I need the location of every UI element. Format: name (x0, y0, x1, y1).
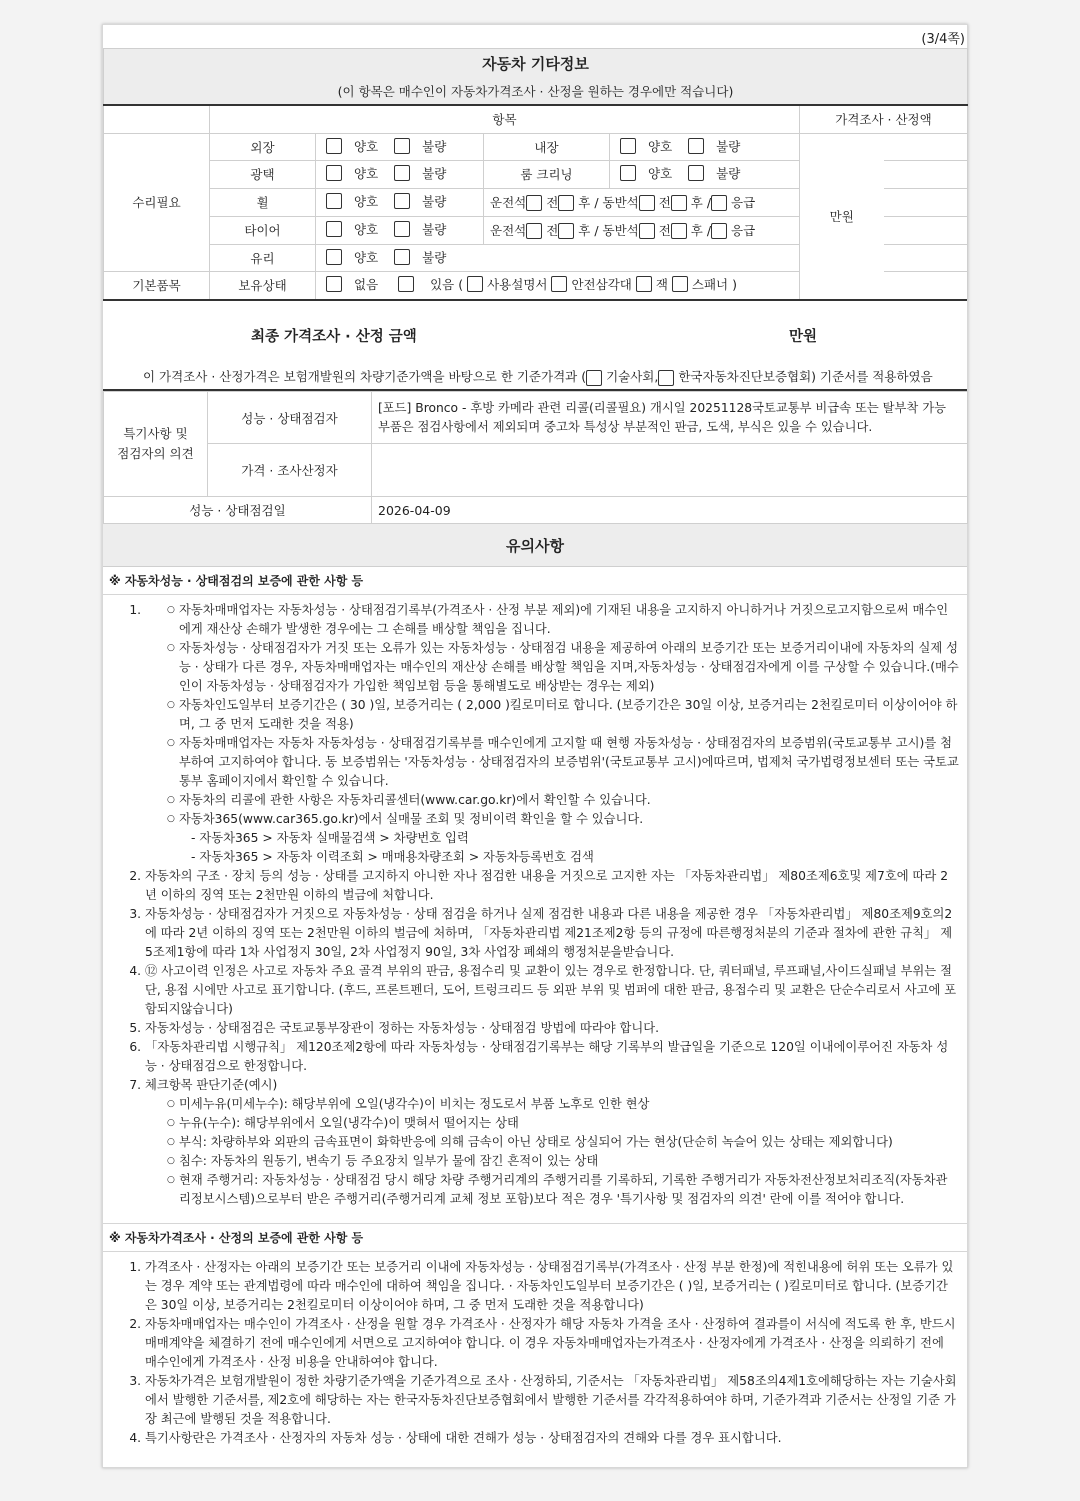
tire-driver-rear-checkbox[interactable] (558, 223, 574, 239)
standard-tech-society-checkbox[interactable] (586, 370, 602, 386)
triangle-checkbox[interactable] (551, 276, 567, 292)
inspection-note-2: 2. 자동차의 구조 · 장치 등의 성능 · 상태를 고지하지 아니한 자나 점검한 내용을 거짓으로 고지한 자는 「자동차관리법」 제80조제6호및 제7호에 따라 2년 이하의 징역 또는 2천만원 이하의 벌금에 처합니다. (145, 867, 959, 905)
tire-driver-front-checkbox[interactable] (526, 223, 542, 239)
repair-needed-label: 수리필요 (104, 133, 210, 271)
wheel-driver-front-checkbox[interactable] (526, 195, 542, 211)
price-notes-list (103, 1252, 967, 1448)
inspection-note-7: 7. 체크항목 판단기준(예시) ○ 미세누유(미세누수): 해당부위에 오일(냉각수)이 비치는 정도로서 부품 노후로 인한 현상 ○ 누유(누수): 해당부위에서 오일(냉각수)이 맺혀서 떨어지는 상태 ○ 부식: 차량하부와 외판의 금속표면이 화학반응에 의해 금속이 아닌 상태로 상실되어 가는 현상(단순히 녹슬어 있는 상태는 제외합니다) ○ 침수: 자동차의 원동기, 변속기 등 주요장치 일부가 물에 잠긴 흔적이 있는 상태 ○ 현재 주행거리: 자동차성능 · 상태점검 당시 해당 차량 주행거리계의 주행거리를 기록하되, 기록한 주행거리가 자동차전산정보처리조직(자동차관리정보시스템)으로부터 받은 주행거리(주행거리계 교체 정보 포함)보다 적은 경우 '특기사항 및 점검자의 의견' 란에 이를 적어야 합니다. (145, 1076, 959, 1209)
document-sheet (102, 24, 968, 1468)
row-wheel-label: 휠 (210, 188, 316, 216)
inspector-opinion-text: [포드] Bronco - 후방 카메라 관련 리콜(리콜필요) 개시일 20251128국토교통부 비급속 또는 탈부착 가능 부품은 점검사항에서 제외되며 중고차 특성상 부분적인 판금, 도색, 부식은 있을 수 있습니다. (372, 392, 968, 444)
other-info-subtitle: (이 항목은 매수인이 자동차가격조사 · 산정을 원하는 경우에만 적습니다) (337, 84, 734, 99)
price-note-3: 3. 자동차가격은 보험개발원이 정한 차량기준가액을 기준가격으로 조사 · 산정하되, 기준서는 「자동차관리법」 제58조의4제1호에해당하는 자는 기술사회에서 발행한 기준서를, 제2호에 해당하는 자는 한국자동차진단보증협회에서 발행한 기준서를 각각적용하여야 하며, 기준가격과 기준서는 산정일 기준 가장 최근에 발행된 것을 적용합니다. (145, 1372, 959, 1429)
basic-items-label: 기본품목 (104, 271, 210, 299)
notes-section (103, 523, 967, 1448)
row-interior-label: 내장 (484, 133, 610, 160)
inspection-note-1: ○ 1. 자동차매매업자는 자동차성능 · 상태점검기록부(가격조사 · 산정 부분 제외)에 기재된 내용을 고지하지 아니하거나 거짓으로고지함으로써 매수인에게 재산상 손해가 발생한 경우에는 그 손해를 배상할 책임을 집니다. ○ 자동차성능 · 상태점검자가 거짓 또는 오류가 있는 자동차성능 · 상태점검 내용을 제공하여 아래의 보증기간 또는 보증거리이내에 자동차의 실제 성능 · 상태가 다른 경우, 자동차매매업자는 매수인의 재산상 손해를 배상할 책임을 지며,자동차성능 · 상태점검자에게 이를 구상할 수 있습니다.(매수인이 자동차성능 · 상태점검자가 가입한 책임보험 등을 통해별도로 배상받는 경우는 제외) ○ 자동차인도일부터 보증기간은 ( 30 )일, 보증거리는 ( 2,000 )킬로미터로 합니다. (보증기간은 30일 이상, 보증거리는 2천킬로미터 이상이어야 하며, 그 중 먼저 도래한 것을 적용) ○ 자동차매매업자는 자동차 자동차성능 · 상태점검기록부를 매수인에게 고지할 때 현행 자동차성능 · 상태점검자의 보증범위(국토교통부 고시)를 첨부하여 고지하여야 합니다. 동 보증범위는 '자동차성능 · 상태점검자의 보증범위'(국토교통부 고시)에따르며, 법제처 국가법령정보센터 또는 국토교통부 홈페이지에서 확인할 수 있습니다. ○ 자동차의 리콜에 관한 사항은 자동차리콜센터(www.car.go.kr)에서 확인할 수 있습니다. ○ 자동차365(www.car365.go.kr)에서 실매물 조회 및 정비이력 확인을 할 수 있습니다. - 자동차365 > 자동차 실매물검색 > 차량번호 입력 - 자동차365 > 자동차 이력조회 > 매매용차량조회 > 자동차등록번호 검색 (145, 601, 959, 867)
inspection-date-value: 2026-04-09 (372, 497, 968, 524)
room-clean-good-checkbox[interactable] (620, 165, 636, 181)
wheel-driver-rear-checkbox[interactable] (558, 195, 574, 211)
other-info-header (104, 49, 968, 106)
inspection-note-3: 3. 자동차성능 · 상태점검자가 거짓으로 자동차성능 · 상태 점검을 하거나 실제 점검한 내용과 다른 내용을 제공한 경우 「자동차관리법」 제80조제9호의2에 따라 2년 이하의 징역 또는 2천만원 이하의 벌금에 처하며, 「자동차관리법 제21조제2항 등의 규정에 따른행정처분의 기준과 절차에 관한 규칙」 제5조제1항에 따라 1차 사업정지 30일, 2차 사업정지 90일, 3차 사업장 폐쇄의 행정처분을받습니다. (145, 905, 959, 962)
final-price-unit: 만원 (789, 329, 818, 345)
tire-spare-checkbox[interactable] (711, 223, 727, 239)
price-note-1: 1. 가격조사 · 산정자는 아래의 보증기간 또는 보증거리 이내에 자동차성능 · 상태점검기록부(가격조사 · 산정 부분 한정)에 적힌내용에 허위 또는 오류가 있는 경우 계약 또는 관계법령에 따라 매수인에 대하여 책임을 집니다. · 자동차인도일부터 보증기간은 ( )일, 보증거리는 ( )킬로미터로 합니다. (보증기간은 30일 이상, 보증거리는 2천킬로미터 이상이어야 하며, 그 중 먼저 도래한 것을 적용합니다) (145, 1258, 959, 1315)
wheel-good-checkbox[interactable] (326, 193, 342, 209)
tire-position-options: 운전석 전 후 / 동반석 전 후 / 응급 (484, 216, 800, 244)
spanner-checkbox[interactable] (672, 276, 688, 292)
jack-checkbox[interactable] (636, 276, 652, 292)
page-number: (3/4쪽) (921, 32, 965, 47)
exterior-bad-checkbox[interactable] (394, 138, 410, 154)
exterior-good-checkbox[interactable] (326, 138, 342, 154)
row-gloss-label: 광택 (210, 160, 316, 188)
other-info-title: 자동차 기타정보 (482, 55, 589, 73)
tire-passenger-rear-checkbox[interactable] (671, 223, 687, 239)
gloss-good-checkbox[interactable] (326, 165, 342, 181)
glass-good-checkbox[interactable] (326, 249, 342, 265)
final-price-note: 이 가격조사 · 산정가격은 보험개발원의 차량기준가액을 바탕으로 한 기준가격과 ( 기술사회, 한국자동차진단보증협회) 기준서를 적용하였음 (143, 369, 933, 384)
wheel-passenger-front-checkbox[interactable] (639, 195, 655, 211)
room-clean-bad-checkbox[interactable] (688, 165, 704, 181)
wheel-position-options: 운전석 전 후 / 동반석 전 후 / 응급 (484, 188, 800, 216)
inspection-notes-list (103, 595, 967, 1209)
row-glass-label: 유리 (210, 244, 316, 271)
manual-checkbox[interactable] (467, 276, 483, 292)
tire-passenger-front-checkbox[interactable] (639, 223, 655, 239)
tire-bad-checkbox[interactable] (394, 221, 410, 237)
row-tire-label: 타이어 (210, 216, 316, 244)
interior-bad-checkbox[interactable] (688, 138, 704, 154)
row-exterior-label: 외장 (210, 133, 316, 160)
row-room-clean-label: 룸 크리닝 (484, 160, 610, 188)
price-note-2: 2. 자동차매매업자는 매수인이 가격조사 · 산정을 원할 경우 가격조사 · 산정자가 해당 자동차 가격을 조사 · 산정하여 결과를이 서식에 적도록 한 후, 반드시 매매계약을 체결하기 전에 매수인에게 서면으로 고지하여야 합니다. 이 경우 자동차매매업자는가격조사 · 산정자에게 가격조사 · 산정을 의뢰하기 전에 매수인에게 가격조사 · 산정 비용을 안내하여야 합니다. (145, 1315, 959, 1372)
col-item-header: 항목 (210, 105, 800, 133)
col-price-header: 가격조사 · 산정액 (800, 105, 968, 133)
standard-kadia-checkbox[interactable] (658, 370, 674, 386)
glass-bad-checkbox[interactable] (394, 249, 410, 265)
interior-good-checkbox[interactable] (620, 138, 636, 154)
inspection-date-label: 성능 · 상태점검일 (104, 497, 372, 524)
inspector-label: 성능 · 상태점검자 (208, 392, 372, 444)
gloss-bad-checkbox[interactable] (394, 165, 410, 181)
inspection-note-6: 6. 「자동차관리법 시행규칙」 제120조제2항에 따라 자동차성능 · 상태점검기록부는 해당 기록부의 발급일을 기준으로 120일 이내에이루어진 자동차 성능 · 상태점검으로 한정합니다. (145, 1038, 959, 1076)
notes-title: 유의사항 (103, 523, 967, 567)
price-assessor-label: 가격 · 조사산정자 (208, 444, 372, 497)
inspection-note-5: 5. 자동차성능 · 상태점검은 국토교통부장관이 정하는 자동차성능 · 상태점검 방법에 따라야 합니다. (145, 1019, 959, 1038)
wheel-passenger-rear-checkbox[interactable] (671, 195, 687, 211)
opinion-table (103, 391, 968, 524)
notes-head-price: ※ 자동차가격조사 · 산정의 보증에 관한 사항 등 (103, 1223, 967, 1252)
final-price-title: 최종 가격조사 · 산정 금액 (251, 329, 417, 345)
price-unit: 만원 (800, 133, 884, 299)
possession-label: 보유상태 (210, 271, 316, 299)
wheel-spare-checkbox[interactable] (711, 195, 727, 211)
other-info-table: 자동차 기타정보 (이 항목은 매수인이 자동차가격조사 · 산정을 원하는 경우에만 적습니다) 항목 가격조사 · 산정액 수리필요 외장 양호 불량 내장 양호 불량 만원 광택 양호 불량 룸 크리닝 양호 불량 휠 양호 불량 운전석 전 후 / 동반석 전 후 / 응급 타이어 양호 불량 운전석 전 후 / 동반석 전 후 / 응급 유리 양호 불량 기본품목 보유상태 없음 있음 ( 사용설명서 안전삼각대 잭 스패너 ) (103, 48, 968, 300)
notes-head-inspection: ※ 자동차성능 · 상태점검의 보증에 관한 사항 등 (103, 567, 967, 595)
possession-have-checkbox[interactable] (398, 276, 414, 292)
tire-good-checkbox[interactable] (326, 221, 342, 237)
price-note-4: 4. 특기사항란은 가격조사 · 산정자의 자동차 성능 · 상태에 대한 견해가 성능 · 상태점검자의 견해와 다를 경우 표시합니다. (145, 1429, 959, 1448)
wheel-bad-checkbox[interactable] (394, 193, 410, 209)
price-assessor-opinion (372, 444, 968, 497)
final-price-block (103, 299, 967, 391)
inspection-note-4: 4. ⑫ 사고이력 인정은 사고로 자동차 주요 골격 부위의 판금, 용접수리 및 교환이 있는 경우로 한정합니다. 단, 쿼터패널, 루프패널,사이드실패널 부위는 절단, 용접 시에만 사고로 표기합니다. (후드, 프론트펜더, 도어, 트렁크리드 등 외판 부위 및 범퍼에 대한 판금, 용접수리 및 교환은 단순수리로서 사고에 포함되지않습니다) (145, 962, 959, 1019)
possession-none-checkbox[interactable] (326, 276, 342, 292)
opinion-label: 특기사항 및 점검자의 의견 (104, 392, 208, 497)
possession-options: 없음 있음 ( 사용설명서 안전삼각대 잭 스패너 ) (316, 271, 800, 299)
